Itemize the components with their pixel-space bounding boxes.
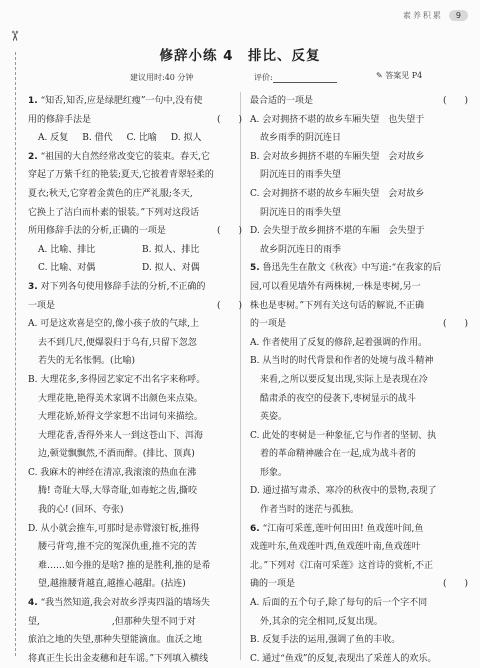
answer-ref-text: 答案见 P4: [385, 71, 423, 80]
options-row: [28, 241, 242, 260]
question-6: 6. “江南可采莲,莲叶何田田! 鱼戏莲叶间,鱼 戏莲叶东,鱼戏莲叶西,鱼戏莲叶南,鱼戏莲叶 北。”下列对《江南可采莲》这首诗的赏析,不正 确的一项是 ( ) A. 后面的五个句子,除了每句的后一个字不同 外,其余的完全相同,反复出现。 B. 反复手法的运用,强调了鱼的丰收。 C. 通过“鱼戏”的反复,表现出了采莲人的欢乐。: [250, 520, 468, 668]
option-d[interactable]: D. 拟人、对偶: [142, 263, 200, 274]
question-number: 5.: [250, 263, 260, 274]
question-4-continued: 最合适的一项是 ( ) A. 会对拥挤不堪的故乡车厢失望 也失望于 故乡雨季的阴沉连日 B. 会对故乡拥挤不堪的车厢失望 会对故乡 阴沉连日的雨季失望 C. 会对拥挤不堪的故乡车厢失望 会对故乡 阴沉连日的雨季失望 D. 会失望于故乡拥挤不堪的车厢 会失望于 故乡阴沉连日的雨季: [250, 92, 468, 259]
question-number: 2.: [28, 151, 38, 162]
evaluation-line: [273, 75, 337, 83]
option-b[interactable]: B. 会对故乡拥挤不堪的车厢失望 会对故乡 阴沉连日的雨季失望: [250, 151, 425, 181]
option-c[interactable]: C. 此处的枣树是一种象征,它与作者的坚韧、执 着的革命精神融合在一起,成为战斗者的 形象。: [250, 430, 437, 478]
scissors-icon: ✂: [5, 30, 22, 42]
option-c[interactable]: C. 比喻、对偶: [38, 263, 96, 274]
option-a[interactable]: A. 后面的五个句子,除了每句的后一个字不同 外,其余的完全相同,反复出现。: [250, 598, 428, 627]
option-b[interactable]: B. 反复手法的运用,强调了鱼的丰收。: [250, 635, 401, 646]
page-number: 9: [449, 10, 468, 21]
answer-blank[interactable]: ( ): [442, 96, 468, 106]
options-row: [28, 129, 242, 148]
option-d[interactable]: D. 通过描写肃杀、寒冷的秋夜中的景物,表现了 作者当时的迷茫与孤独。: [250, 486, 437, 516]
section-label: 素养积累: [402, 11, 443, 20]
question-number: 4.: [28, 598, 38, 609]
option-a[interactable]: A. 反复: [38, 133, 69, 144]
left-column: [28, 92, 242, 668]
answer-blank[interactable]: ( ): [216, 114, 242, 125]
option-d[interactable]: D. 拟人: [170, 133, 202, 144]
option-b[interactable]: B. 借代: [82, 133, 113, 144]
answer-reference: [376, 70, 422, 81]
option-a[interactable]: A. 可是这欢喜是空的,像小孩子放的气球,上 去不到几尺,便爆裂归于乌有,只留下忽忽 若失的无名怅惘。(比喻): [28, 319, 199, 367]
right-column: [250, 92, 468, 668]
option-b[interactable]: B. 从当时的时代背景和作者的处境与战斗精神 来看,之所以要反复出现,实际上是表现在冷 酷肃杀的夜空的侵袭下,枣树显示的战斗 英姿。: [250, 356, 434, 423]
option-a[interactable]: A. 比喻、排比: [38, 244, 96, 255]
pencil-check-icon: ✎: [376, 71, 383, 80]
header-tag: [403, 10, 468, 21]
question-5: 5. 鲁迅先生在散文《秋夜》中写道:“在我家的后 园,可以看见墙外有两株树,一株是枣树,另一 株也是枣树。”下列有关这句话的解说,不正确 的一项是 ( ) A. 作者使用了反复的修辞,起着强调的作用。 B. 从当时的时代背景和作者的处境与战斗精神 来看,之所以要反复出现,实际上是表现在冷 酷肃杀的夜空的侵袭下,枣树显示的战斗 英姿。 C. 此处的枣树是一种象征,它与作者的坚韧、执 着的革命精神融合在一起,成为战斗者的 形象。 D. 通过描写肃杀、寒冷的秋夜中的景物,表现了 作者当时的迷茫与孤独。: [250, 259, 468, 519]
option-c[interactable]: C. 比喻: [126, 133, 157, 144]
question-number: 6.: [250, 523, 260, 534]
answer-blank[interactable]: ( ): [442, 579, 468, 590]
option-c[interactable]: C. 会对拥挤不堪的故乡车厢失望 会对故乡 阴沉连日的雨季失望: [250, 188, 425, 218]
answer-blank[interactable]: ( ): [216, 300, 242, 311]
option-c[interactable]: C. 通过“鱼戏”的反复,表现出了采莲人的欢乐。: [250, 653, 437, 664]
question-4: 4. “我当然知道,我会对故乡浮夷四溢的墙场失 望, ,但那种失望不同于对 旅泊之地的失望,那种失望能滴血。血沃之地 将真正生长出金麦穗和赶车谣。”下列填入横线: [28, 598, 211, 664]
options-row: [28, 259, 242, 278]
option-d[interactable]: D. 会失望于故乡拥挤不堪的车厢 会失望于 故乡阴沉连日的雨季: [250, 226, 425, 255]
option-b[interactable]: B. 拟人、排比: [142, 244, 200, 255]
evaluation-field[interactable]: [254, 72, 337, 83]
option-c[interactable]: C. 我麻木的神经在清凉,我滚滚的热血在沸 腾! 奇耻大辱,大辱奇耻,如毒蛇之齿,撕咬 我的心! (回环、夸张): [28, 467, 198, 516]
answer-blank[interactable]: ( ): [442, 319, 468, 330]
question-2: 2. “祖国的大自然经常改变它的装束。春天,它 穿起了万紫千红的艳装;夏天,它披着青翠轻柔的 夏衣;秋天,它穿着金黄色的庄严礼服;冬天, 它换上了洁白而朴素的银装。”下列对这段话 所用修辞手法的分析,正确的一项是 ( ) A. 比喻、排比 B. 拟人、排比 C. 比喻、对偶 D. 拟人、对偶: [28, 148, 242, 278]
question-number: 3.: [28, 281, 38, 292]
cut-line: [15, 52, 16, 656]
option-a[interactable]: A. 会对拥挤不堪的故乡车厢失望 也失望于 故乡雨季的阴沉连日: [250, 114, 425, 144]
option-a[interactable]: A. 作者使用了反复的修辞,起着强调的作用。: [250, 337, 428, 348]
option-b[interactable]: B. 大理花多,多得园艺家定不出名字来称呼。 大理花艳,艳得美术家调不出颜色来点染。 大理花娇,娇得文学家想不出词句来描绘。 大理花香,香得外来人一到这苍山下、洱海 边,顿觉飘飘然,不酒而醉。(排比、顶真): [28, 374, 206, 460]
question-1: 1. “知否,知否,应是绿肥红瘦”一句中,没有使 用的修辞手法是 ( ) A. 反复 B. 借代 C. 比喻 D. 拟人: [28, 92, 242, 148]
answer-blank[interactable]: ( ): [216, 226, 242, 237]
suggested-time: 建议用时:40 分钟: [130, 73, 194, 82]
question-3: 3. 对下列各句使用修辞手法的分析,不正确的 一项是 ( ) A. 可是这欢喜是空的,像小孩子放的气球,上 去不到几尺,便爆裂归于乌有,只留下忽忽 若失的无名怅惘。(比喻) B. 大理花多,多得园艺家定不出名字来称呼。 大理花艳,艳得美术家调不出颜色来点染。 大理花娇,娇得文学家想不出词句来描绘。 大理花香,香得外来人一到这苍山下、洱海 边,顿觉飘飘然,不酒而醉。(排比、顶真) C. 我麻木的神经在清凉,我滚滚的热血在沸 腾! 奇耻大辱,大辱奇耻,如毒蛇之齿,撕咬 我的心! (回环、夸张) D. 从小就会推车,可那时是赤臂滚钉板,推得 腰弓背弯,推不完的冤深仇重,推不完的苦 难……如今推的是啥? 推的是胜利,推的是希 望,越推腰背越直,越推心越甜。(拈连): [28, 278, 242, 594]
page-title: 修辞小练 4 排比、反复: [159, 48, 321, 64]
option-d[interactable]: D. 从小就会推车,可那时是赤臂滚钉板,推得 腰弓背弯,推不完的冤深仇重,推不完的苦 难……如今推的是啥? 推的是胜利,推的是希 望,越推腰背越直,越推心越甜。(拈连): [28, 523, 211, 590]
evaluation-label: 评价:: [254, 73, 273, 82]
question-number: 1.: [28, 96, 38, 106]
